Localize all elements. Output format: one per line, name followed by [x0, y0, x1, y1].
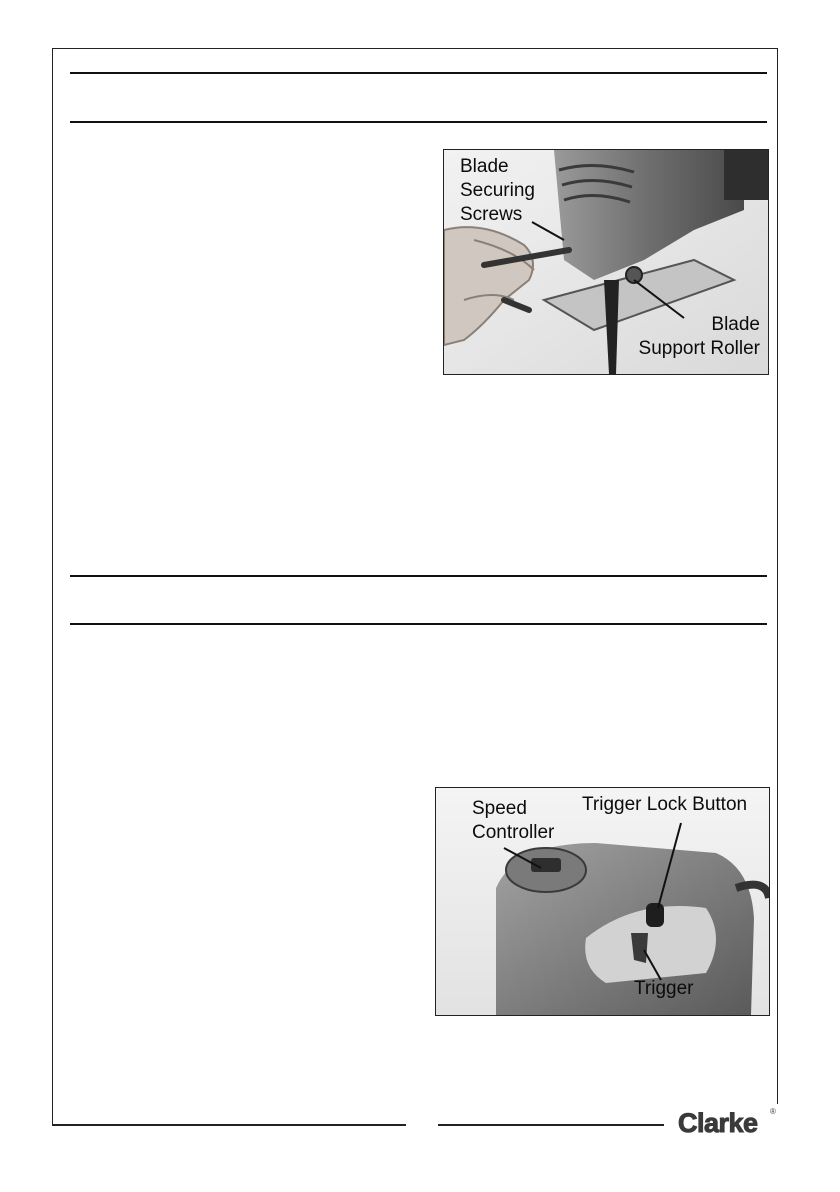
label-blade-securing-line2: Securing — [460, 180, 535, 201]
label-trigger: Trigger — [634, 978, 694, 999]
clarke-logo-mark — [674, 1104, 778, 1138]
section2-title — [70, 581, 767, 621]
page-frame-top — [52, 48, 778, 49]
clarke-logo — [674, 1104, 778, 1138]
registered-mark: ® — [770, 1107, 776, 1116]
page-frame-left — [52, 48, 53, 1126]
page-frame-bottom-left — [52, 1124, 406, 1126]
page-frame-right — [777, 48, 778, 1123]
label-blade-support-line1: Blade — [711, 314, 760, 335]
label-trigger-lock-button: Trigger Lock Button — [582, 794, 748, 815]
figure-trigger-controls — [435, 787, 770, 1016]
label-blade-securing-line3: Screws — [460, 204, 523, 225]
label-blade-support-line2: Support Roller — [638, 338, 760, 359]
figure-blade-securing — [443, 149, 769, 375]
section1-title — [70, 78, 767, 118]
section2-rule-bottom — [70, 623, 767, 625]
clarke-logo-text: Clarke — [678, 1108, 758, 1138]
section2-rule-top — [70, 575, 767, 577]
label-blade-securing-line1: Blade — [460, 156, 509, 177]
section1-rule-bottom — [70, 121, 767, 123]
section1-rule-top — [70, 72, 767, 74]
label-speed-controller-line1: Speed — [472, 798, 527, 819]
page-frame-bottom-middle — [438, 1124, 664, 1126]
label-speed-controller-line2: Controller — [472, 822, 555, 843]
